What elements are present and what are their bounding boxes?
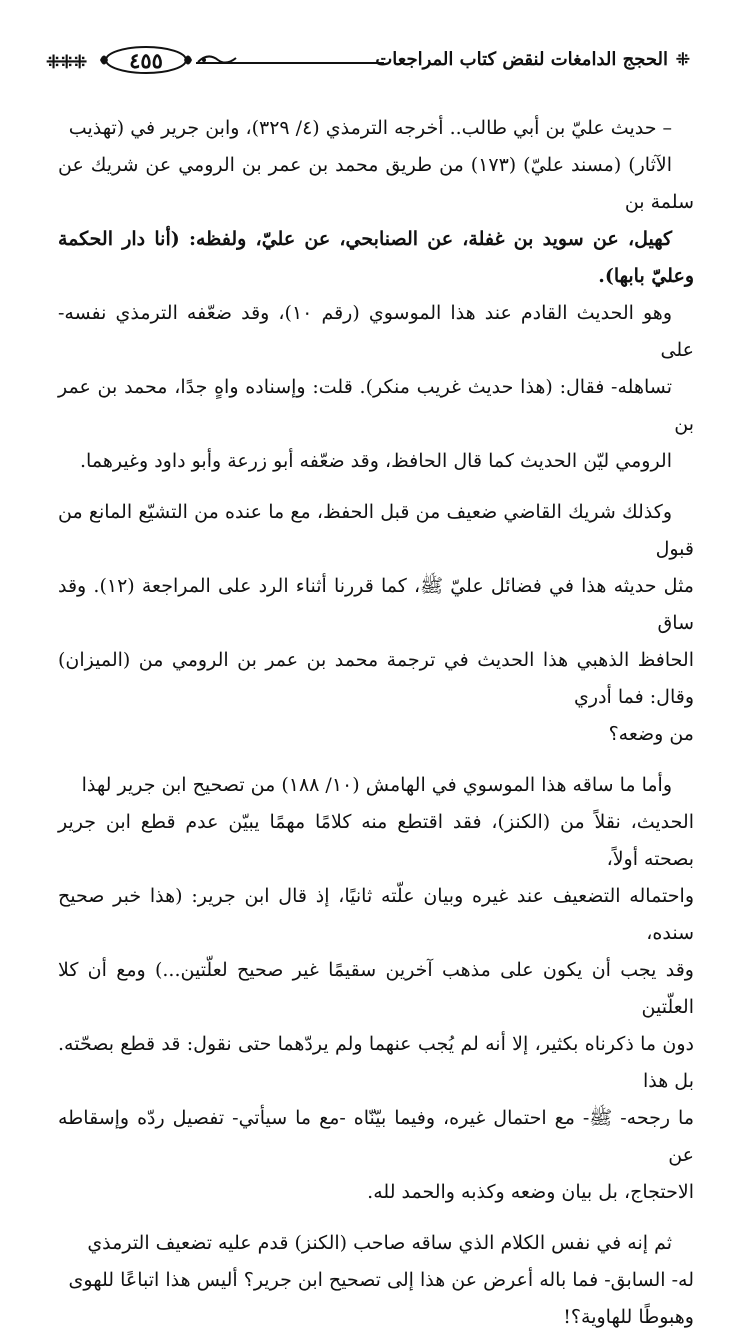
text-line: له- السابق- فما باله أعرض عن هذا إلى تصحيح ابن جرير؟ أليس هذا اتباعًا للهوى (68, 1269, 694, 1291)
text-line: الاحتجاج، بل بيان وضعه وكذبه والحمد لله. (367, 1181, 694, 1203)
text-line: كهيل، عن سويد بن غفلة، عن الصنابحي، عن عليّ، ولفظه: (أنا دار الحكمة وعليّ بابها). (58, 228, 694, 287)
text-line: وهو الحديث القادم عند هذا الموسوي (رقم ١٠)، وقد ضعّفه الترمذي نفسه- على (58, 302, 694, 361)
text-line: تساهله- فقال: (هذا حديث غريب منكر). قلت: وإسناده واهٍ جدًا، محمد بن عمر بن (58, 376, 694, 435)
paragraph-3 (58, 767, 694, 1211)
text-line: من وضعه؟ (608, 723, 694, 745)
paragraph-2 (58, 494, 694, 753)
page-number-frame (98, 45, 194, 75)
paragraph-4 (58, 1225, 694, 1336)
page-header (40, 44, 690, 78)
running-title: الحجج الدامغات لنقض كتاب المراجعات (375, 49, 668, 70)
text-line: وهبوطًا للهاوية؟! (563, 1306, 694, 1328)
header-ornament-right: ⁜ (675, 50, 690, 70)
text-line: وكذلك شريك القاضي ضعيف من قبل الحفظ، مع ما عنده من التشيّع المانع من قبول (58, 501, 694, 560)
header-ornament-left: ⁜⁜⁜ (46, 52, 86, 73)
text-line: وأما ما ساقه هذا الموسوي في الهامش (١٠/ ١٨٨) من تصحيح ابن جرير لهذا (81, 774, 672, 796)
page-number: ٤٥٥ (129, 47, 163, 73)
text-line: دون ما ذكرناه بكثير، إلا أنه لم يُجب عنهما ولم يردّهما حتى نقول: قد قطع بصحّته. بل هذا (58, 1033, 694, 1092)
header-flourish-icon (196, 50, 246, 70)
paragraph-1 (58, 110, 694, 480)
text-line: – حديث عليّ بن أبي طالب.. أخرجه الترمذي (٤/ ٣٢٩)، وابن جرير في (تهذيب (68, 117, 672, 139)
header-rule (196, 62, 384, 64)
text-line: واحتماله التضعيف عند غيره وبيان علّته ثانيًا، إذ قال ابن جرير: (هذا خبر صحيح سنده، (58, 885, 694, 944)
text-line: الآثار) (مسند عليّ) (١٧٣) من طريق محمد بن عمر بن الرومي عن شريك عن سلمة بن (58, 154, 694, 213)
text-line: الحديث، نقلاً من (الكنز)، فقد اقتطع منه كلامًا مهمًا يبيّن عدم قطع ابن جرير بصحته أولاً، (58, 811, 694, 870)
text-line: ما رجحه- ﷺ- مع احتمال غيره، وفيما بيّنّاه -مع ما سيأتي- تفصيل ردّه وإسقاطه عن (58, 1107, 694, 1166)
text-line: ثم إنه في نفس الكلام الذي ساقه صاحب (الكنز) قدم عليه تضعيف الترمذي (87, 1232, 672, 1254)
text-line: وقد يجب أن يكون على مذهب آخرين سقيمًا غير صحيح لعلّتين...) ومع أن كلا العلّتين (58, 959, 694, 1018)
text-line: مثل حديثه هذا في فضائل عليّ ﷺ، كما قررنا أثناء الرد على المراجعة (١٢). وقد ساق (58, 575, 694, 634)
main-text (58, 110, 694, 1336)
text-line: الرومي ليّن الحديث كما قال الحافظ، وقد ضعّفه أبو زرعة وأبو داود وغيرهما. (80, 450, 672, 472)
text-line: الحافظ الذهبي هذا الحديث في ترجمة محمد بن عمر بن الرومي من (الميزان) وقال: فما أدري (58, 649, 694, 708)
